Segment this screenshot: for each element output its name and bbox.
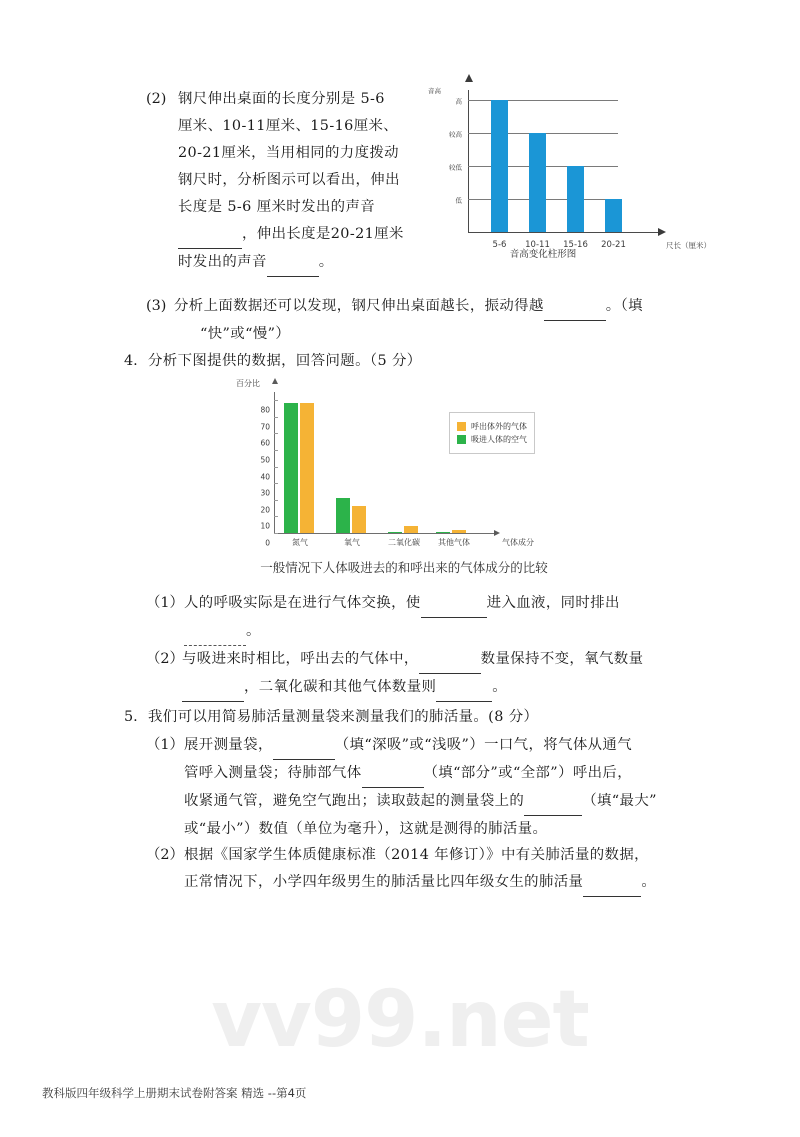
chart1-y-tick-label: 高: [455, 97, 462, 106]
chart1-x-tick-label: 10-11: [525, 240, 550, 250]
chart2-bar-exhaled: [404, 526, 418, 533]
q4-sub1-marker: （1）: [146, 595, 184, 611]
q5-sub1-line3: [184, 788, 694, 816]
q4-stem: 分析下图提供的数据，回答问题。（5 分）: [148, 353, 422, 369]
chart1-y-tick-label: 较低: [449, 163, 462, 172]
q5-sub2-b: 正常情况下，小学四年级男生的肺活量比四年级女生的肺活量: [184, 874, 584, 890]
q3-sub2-marker: (2): [146, 91, 167, 107]
q4-sub1-b: 进入血液，同时排出: [486, 595, 620, 611]
chart1-bar: [605, 199, 622, 232]
chart2-bar-inhaled: [436, 532, 450, 534]
q3-sub2-line2: 厘米、10-11厘米、15-16厘米、: [178, 118, 399, 134]
q5-sub1-b: （填“深吸”或“浅吸”）一口气，将气体从通气: [334, 737, 633, 753]
q3-sub2-line5: 长度是 5-6 厘米时发出的声音: [178, 199, 376, 215]
chart2-y-tick-label: 10: [260, 521, 270, 531]
chart1-bar: [491, 100, 508, 232]
q3-sub3-line2: “快”或“慢”）: [200, 326, 291, 342]
q4-number: 4.: [124, 353, 138, 369]
chart2-x-tick-label: 氮气: [292, 538, 308, 547]
q5-sub2-marker: （2）: [146, 847, 184, 863]
chart2-bar-inhaled: [336, 498, 350, 533]
chart1-x-axis: [468, 232, 660, 233]
chart2-y-tick: [260, 500, 278, 515]
answer-blank[interactable]: [419, 646, 481, 674]
q3-sub3-line1: [174, 293, 694, 321]
chart1-x-tick-label: 15-16: [563, 240, 588, 250]
q5-sub1-text: [184, 732, 694, 843]
answer-blank[interactable]: [178, 221, 242, 249]
q3-sub3-marker: (3): [146, 298, 167, 314]
chart1-y-tick-label: 低: [455, 196, 462, 205]
chart1-bar: [529, 133, 546, 232]
q4-sub2-b: 数量保持不变，氧气数量: [480, 651, 644, 667]
q5-sub1-d: （填“部分”或“全部”）呼出后，: [423, 765, 633, 781]
q5-sub1-line4: 或“最小”）数值（单位为毫升），这就是测得的肺活量。: [184, 821, 548, 837]
q5-sub1-a: 展开测量袋，: [184, 737, 273, 753]
q3-sub2-line7-text: 时发出的声音: [178, 254, 267, 270]
chart2-bar-inhaled: [388, 532, 402, 533]
chart2-y-tick-label: 30: [260, 488, 270, 498]
chart2-legend-item-inhaled: [457, 434, 527, 445]
chart2-y-tick-label: 60: [260, 438, 270, 448]
chart1-x-tick-label: 5-6: [492, 240, 507, 250]
chart2-y-tick-label: 40: [260, 472, 270, 481]
q5-stem: 我们可以用简易肺活量测量袋来测量我们的肺活量。(8 分）: [148, 709, 539, 725]
answer-blank[interactable]: [436, 674, 492, 702]
q4-sub2-line1: [182, 646, 694, 674]
chart2-y-tick-label: 20: [260, 505, 270, 515]
x-axis-arrow-icon: [494, 530, 500, 536]
answer-blank[interactable]: [184, 618, 246, 646]
answer-blank[interactable]: [273, 732, 335, 760]
chart2-y-tick-label: 80: [260, 405, 270, 415]
q4-sub1-text: [184, 590, 694, 646]
q5-sub2-c: 。: [641, 874, 657, 890]
answer-blank[interactable]: [524, 788, 582, 816]
chart2-y-tick: [260, 400, 278, 415]
pitch-bar-chart: [423, 86, 711, 266]
chart2-bar-exhaled: [300, 403, 314, 533]
chart2-y-tick-label: 0: [265, 538, 270, 548]
q4-sub1-line2: [184, 618, 694, 646]
chart2-y-tick: [260, 433, 278, 448]
q4-sub1-c: 。: [246, 623, 261, 639]
q3-sub2-line6: [178, 221, 413, 249]
q5-sub1-c: 管呼入测量袋；待肺部气体: [184, 765, 362, 781]
chart2-y-axis-title: 百分比: [236, 379, 260, 388]
q3-sub2-line7-end: 。: [318, 254, 334, 270]
chart2-legend-item-exhaled: [457, 421, 527, 432]
chart2-legend: [449, 412, 535, 454]
q5-sub2-line2: [184, 869, 694, 897]
chart1-caption: 音高变化柱形图: [509, 249, 577, 260]
chart2-bar-exhaled: [452, 530, 466, 533]
chart2-legend-label: 呼出体外的气体: [471, 421, 527, 431]
q5-sub1-line1: [184, 732, 694, 760]
chart2-x-tick-label: 其他气体: [438, 538, 470, 547]
answer-blank[interactable]: [583, 869, 641, 897]
chart1-x-tick-label: 20-21: [601, 240, 626, 250]
q3-sub2-text: [178, 86, 413, 277]
q4-sub2-a: 与吸进来时相比，呼出去的气体中，: [182, 651, 419, 667]
q5-sub1-e: 收紧通气管，避免空气跑出；读取鼓起的测量袋上的: [184, 793, 525, 809]
chart2-y-tick: [260, 516, 278, 531]
chart2-y-tick: [260, 417, 278, 432]
q3-sub2-line1: 钢尺伸出桌面的长度分别是 5-6: [178, 91, 385, 107]
answer-blank[interactable]: [421, 590, 487, 618]
q3-sub3-line1-b: 。（填: [605, 298, 643, 314]
chart1-x-axis-title: 尺长（厘米）: [666, 241, 711, 250]
chart2-y-tick-label: 70: [260, 422, 270, 432]
chart2-x-tick-label: 氧气: [344, 538, 360, 547]
y-axis-arrow-icon: [272, 378, 278, 384]
chart2-legend-label: 吸进人体的空气: [471, 435, 527, 444]
q4-sub1-a: 人的呼吸实际是在进行气体交换，使: [184, 595, 421, 611]
q3-sub2-line7: [178, 249, 413, 277]
q5-sub1-line2: [184, 760, 694, 788]
q4-sub2-d: 。: [492, 679, 508, 695]
gas-composition-bar-chart: [236, 378, 566, 578]
q4-sub1-line1: [184, 590, 694, 618]
q3-sub3-line1-a: 分析上面数据还可以发现，钢尺伸出桌面越长，振动得越: [174, 298, 544, 314]
chart1-y-axis-title: 音高: [428, 87, 441, 95]
chart2-y-tick-label: 50: [260, 455, 270, 465]
q5-sub1-f: （填“最大”: [582, 793, 657, 809]
q4-sub2-marker: （2）: [146, 651, 184, 667]
answer-blank[interactable]: [362, 760, 424, 788]
chart2-y-tick: [260, 450, 278, 465]
answer-blank[interactable]: [267, 249, 319, 277]
q3-sub2-line4: 钢尺时，分析图示可以看出，伸出: [178, 172, 400, 188]
chart1-plot-area: [449, 97, 711, 250]
chart2-bar-inhaled: [284, 403, 298, 533]
chart2-y-tick: [260, 483, 278, 498]
chart2-bar-exhaled: [352, 506, 366, 533]
q4-sub2-text: [182, 646, 694, 702]
chart1-bar: [567, 166, 584, 232]
y-axis-arrow-icon: [465, 74, 473, 82]
x-axis-arrow-icon: [658, 228, 666, 236]
chart2-caption: 一般情况下人体吸进去的和呼出来的气体成分的比较: [260, 560, 548, 575]
chart2-y-tick: [265, 533, 278, 548]
chart1-y-tick-label: 较高: [449, 130, 462, 139]
q3-sub2-line6-text: ，伸出长度是20-21厘米: [242, 226, 404, 242]
chart2-x-axis: [274, 533, 496, 534]
legend-swatch-inhaled-icon: [457, 435, 466, 444]
chart2-y-axis: [274, 392, 275, 533]
page-footer: 教科版四年级科学上册期末试卷附答案 精选 --第4页: [42, 1086, 307, 1100]
answer-blank[interactable]: [544, 293, 606, 321]
q4-sub2-c: ，二氧化碳和其他气体数量则: [244, 679, 437, 695]
q5-number: 5.: [124, 709, 138, 725]
q3-sub3-text: [174, 293, 694, 348]
chart1-y-axis: [468, 90, 469, 232]
q5-sub2-text: [184, 842, 694, 897]
q5-sub2-line1: 根据《国家学生体质健康标准（2014 年修订）》中有关肺活量的数据，: [184, 847, 649, 863]
q4-sub2-line2: [182, 674, 694, 702]
site-watermark: vv99.net: [211, 975, 589, 1065]
legend-swatch-exhaled-icon: [457, 422, 466, 431]
q3-sub2-line3: 20-21厘米，当用相同的力度拨动: [178, 145, 399, 161]
chart2-y-tick: [260, 467, 278, 481]
q5-sub1-marker: （1）: [146, 737, 184, 753]
chart2-x-tick-label: 二氧化碳: [388, 538, 420, 547]
answer-blank[interactable]: [182, 674, 244, 702]
chart2-x-axis-title: 气体成分: [502, 538, 534, 547]
